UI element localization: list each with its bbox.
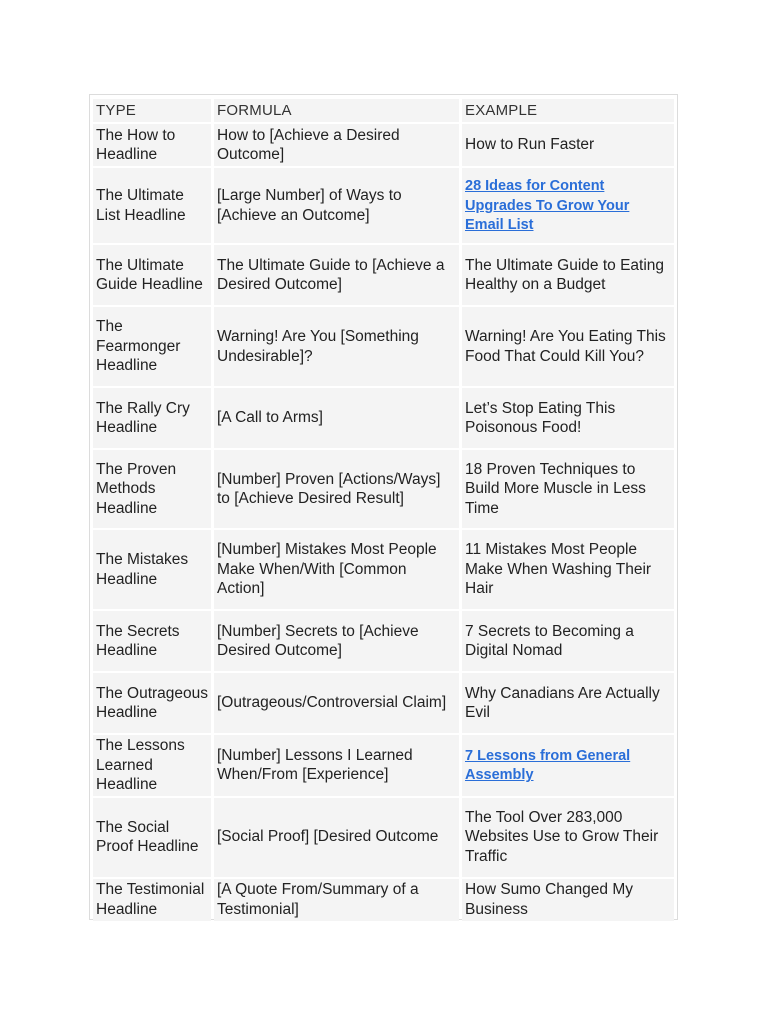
table-row xyxy=(93,673,674,733)
type-cell: The Lessons Learned Headline xyxy=(93,735,211,796)
example-cell xyxy=(462,735,674,796)
formula-cell: [Number] Proven [Actions/Ways] to [Achieve Desired Result] xyxy=(214,450,459,528)
type-cell: The Secrets Headline xyxy=(93,611,211,671)
type-cell: The Testimonial Headline xyxy=(93,879,211,921)
table-row xyxy=(93,168,674,243)
type-cell: The How to Headline xyxy=(93,124,211,166)
formula-cell: [Number] Mistakes Most People Make When/With [Common Action] xyxy=(214,530,459,609)
example-cell xyxy=(462,168,674,243)
formula-cell: Warning! Are You [Something Undesirable]? xyxy=(214,307,459,386)
table-row xyxy=(93,307,674,386)
example-cell: The Tool Over 283,000 Websites Use to Grow Their Traffic xyxy=(462,798,674,877)
type-cell: The Ultimate List Headline xyxy=(93,168,211,243)
formula-cell: [Large Number] of Ways to [Achieve an Outcome] xyxy=(214,168,459,243)
formula-cell: The Ultimate Guide to [Achieve a Desired Outcome] xyxy=(214,245,459,305)
table-header-row xyxy=(93,99,674,122)
type-cell: The Fearmonger Headline xyxy=(93,307,211,386)
type-cell: The Mistakes Headline xyxy=(93,530,211,609)
example-cell: How to Run Faster xyxy=(462,124,674,166)
type-cell: The Rally Cry Headline xyxy=(93,388,211,448)
table-row xyxy=(93,245,674,305)
column-header-formula: FORMULA xyxy=(214,99,459,122)
table-row xyxy=(93,611,674,671)
example-link[interactable]: 7 Lessons from General Assembly xyxy=(465,747,631,784)
formula-cell: [Outrageous/Controversial Claim] xyxy=(214,673,459,733)
example-cell: Why Canadians Are Actually Evil xyxy=(462,673,674,733)
table-row xyxy=(93,124,674,166)
example-link[interactable]: 28 Ideas for Content Upgrades To Grow Your Email List xyxy=(465,178,630,234)
table-row xyxy=(93,388,674,448)
type-cell: The Proven Methods Headline xyxy=(93,450,211,528)
example-cell: 7 Secrets to Becoming a Digital Nomad xyxy=(462,611,674,671)
table-row xyxy=(93,879,674,921)
headline-formula-table-frame xyxy=(89,94,678,920)
headline-formula-table xyxy=(90,97,677,923)
example-cell: 18 Proven Techniques to Build More Muscle in Less Time xyxy=(462,450,674,528)
example-cell: Warning! Are You Eating This Food That Could Kill You? xyxy=(462,307,674,386)
table-row xyxy=(93,798,674,877)
formula-cell: [A Quote From/Summary of a Testimonial] xyxy=(214,879,459,921)
type-cell: The Ultimate Guide Headline xyxy=(93,245,211,305)
example-cell: 11 Mistakes Most People Make When Washing Their Hair xyxy=(462,530,674,609)
formula-cell: [Social Proof] [Desired Outcome xyxy=(214,798,459,877)
column-header-example: EXAMPLE xyxy=(462,99,674,122)
formula-cell: [Number] Secrets to [Achieve Desired Outcome] xyxy=(214,611,459,671)
formula-cell: How to [Achieve a Desired Outcome] xyxy=(214,124,459,166)
example-cell: The Ultimate Guide to Eating Healthy on a Budget xyxy=(462,245,674,305)
type-cell: The Outrageous Headline xyxy=(93,673,211,733)
formula-cell: [Number] Lessons I Learned When/From [Experience] xyxy=(214,735,459,796)
table-row xyxy=(93,450,674,528)
table-row xyxy=(93,735,674,796)
table-row xyxy=(93,530,674,609)
column-header-type: TYPE xyxy=(93,99,211,122)
example-cell: Let’s Stop Eating This Poisonous Food! xyxy=(462,388,674,448)
formula-cell: [A Call to Arms] xyxy=(214,388,459,448)
type-cell: The Social Proof Headline xyxy=(93,798,211,877)
example-cell: How Sumo Changed My Business xyxy=(462,879,674,921)
